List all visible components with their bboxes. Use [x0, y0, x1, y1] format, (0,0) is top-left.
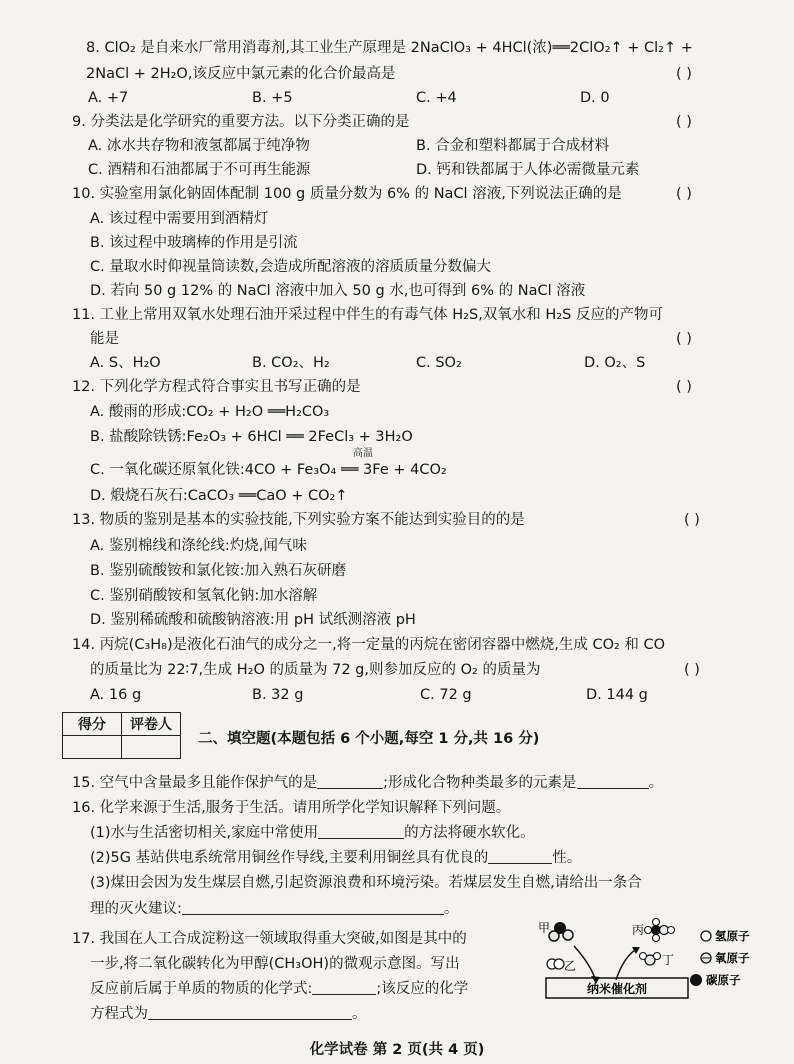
q9-option-a: A. 冰水共存物和液氢都属于纯净物 — [88, 138, 310, 154]
q8-line2: 2NaCl + 2H₂O,该反应中氯元素的化合价最高是 — [86, 66, 396, 82]
q10-option-c: C. 量取水时仰视量筒读数,会造成所配溶液的溶质质量分数偏大 — [90, 259, 491, 275]
q16-part3-text-c: 。 — [443, 901, 459, 917]
q14-line2: 的质量比为 22∶7,生成 H₂O 的质量为 72 g,则参加反应的 O₂ 的质量为 — [90, 662, 541, 678]
q8-line1: 8. ClO₂ 是自来水厂常用消毒剂,其工业生产原理是 2NaClO₃ + 4HCl(浓)══2ClO₂↑ + Cl₂↑ + — [86, 40, 693, 56]
q15-text-3: 。 — [648, 775, 664, 791]
carbon-legend-icon — [690, 974, 702, 986]
q17-line4 — [90, 1003, 367, 1025]
q16-stem: 16. 化学来源于生活,服务于生活。请用所学化学知识解释下列问题。 — [72, 800, 511, 816]
q8-option-c: C. +4 — [416, 90, 457, 106]
q11-option-c: C. SO₂ — [416, 355, 462, 371]
hydrogen-legend-label: 氢原子 — [715, 929, 750, 943]
q16-part3-blank[interactable] — [182, 900, 444, 915]
q16-part1-text-a: (1)水与生活密切相关,家庭中常使用 — [90, 825, 319, 841]
q16-part2-blank[interactable] — [488, 849, 552, 864]
q15 — [72, 772, 663, 794]
score-table — [62, 712, 181, 759]
q14-option-a: A. 16 g — [90, 687, 142, 703]
q9-stem: 9. 分类法是化学研究的重要方法。以下分类正确的是 — [72, 114, 410, 130]
label-yi: 乙 — [564, 959, 577, 973]
q14-option-b: B. 32 g — [252, 687, 304, 703]
q13-option-a: A. 鉴别棉线和涤纶线:灼烧,闻气味 — [90, 538, 307, 554]
bing-hydrogen-atom-3 — [645, 927, 652, 934]
arrow-out — [616, 948, 638, 980]
catalyst-label: 纳米催化剂 — [586, 982, 648, 996]
q16-part2-text-a: (2)5G 基站供电系统常用铜丝作导线,主要利用铜丝具有优良的 — [90, 850, 489, 866]
q11-answer-bracket[interactable]: ( ) — [676, 331, 692, 347]
q17-text-a: 反应前后属于单质的物质的化学式: — [90, 981, 313, 997]
q12-option-d: D. 煅烧石灰石:CaCO₃ ══CaO + CO₂↑ — [90, 488, 348, 504]
q12-option-c: C. 一氧化碳还原氧化铁:4CO + Fe₃O₄ ══ 3Fe + 4CO₂ — [90, 462, 447, 478]
q17-blank-formula[interactable] — [312, 980, 376, 995]
q14-answer-bracket[interactable]: ( ) — [684, 662, 700, 678]
score-cell[interactable] — [63, 736, 122, 759]
q17-text-d: 。 — [352, 1006, 367, 1022]
q8-option-b: B. +5 — [252, 90, 293, 106]
ding-hydrogen-atom-2 — [654, 953, 661, 960]
q14-option-d: D. 144 g — [586, 687, 648, 703]
q17-line2: 一步,将二氧化碳转化为甲醇(CH₃OH)的微观示意图。写出 — [90, 956, 460, 972]
q10-option-a: A. 该过程中需要用到酒精灯 — [90, 211, 269, 227]
q16-part1-text-b: 的方法将硬水软化。 — [404, 825, 535, 841]
q9-option-c: C. 酒精和石油都属于不可再生能源 — [88, 162, 311, 178]
yi-hydrogen-atom-2 — [554, 959, 564, 969]
q16-part2-text-b: 性。 — [552, 850, 582, 866]
q16-part3-text-b: 理的灭火建议: — [90, 901, 182, 917]
label-ding: 丁 — [662, 953, 675, 967]
q12-stem: 12. 下列化学方程式符合事实且书写正确的是 — [72, 379, 361, 395]
q17-text-b: ;该反应的化学 — [376, 981, 469, 997]
q17-line3 — [90, 978, 468, 1000]
q9-option-d: D. 钙和铁都属于人体必需微量元素 — [416, 162, 640, 178]
q11-line2: 能是 — [90, 331, 119, 347]
q8-answer-bracket[interactable]: ( ) — [676, 66, 692, 82]
q9-option-b: B. 合金和塑料都属于合成材料 — [416, 138, 610, 154]
q15-blank-2[interactable] — [577, 774, 649, 789]
q11-option-a: A. S、H₂O — [90, 355, 161, 371]
q11-option-b: B. CO₂、H₂ — [252, 355, 330, 371]
q12-answer-bracket[interactable]: ( ) — [676, 379, 692, 395]
q13-stem: 13. 物质的鉴别是基本的实验技能,下列实验方案不能达到实验目的的是 — [72, 512, 525, 528]
bing-hydrogen-atom-4 — [668, 927, 675, 934]
carbon-legend-label: 碳原子 — [706, 973, 741, 987]
q17-text-c: 方程式为 — [90, 1006, 148, 1022]
q16-part1 — [90, 822, 535, 844]
reaction-diagram — [538, 918, 790, 1014]
q8-option-d: D. 0 — [580, 90, 610, 106]
q16-part3-line2 — [90, 898, 458, 920]
hydrogen-legend-icon — [701, 931, 711, 941]
grader-header: 评卷人 — [122, 713, 181, 736]
jia-oxygen-atom-2 — [549, 931, 559, 941]
score-header: 得分 — [63, 713, 122, 736]
q10-stem: 10. 实验室用氯化钠固体配制 100 g 质量分数为 6% 的 NaCl 溶液,下列说法正确的是 — [72, 186, 622, 202]
q15-blank-1[interactable] — [317, 774, 383, 789]
q16-part2 — [90, 847, 581, 869]
section-title: 二、填空题(本题包括 6 个小题,每空 1 分,共 16 分) — [198, 731, 540, 747]
q11-option-d: D. O₂、S — [584, 355, 646, 371]
q16-part3-line1: (3)煤田会因为发生煤层自燃,引起资源浪费和环境污染。若煤层发生自燃,请给出一条合 — [90, 875, 642, 891]
q14-line1: 14. 丙烷(C₃H₈)是液化石油气的成分之一,将一定量的丙烷在密闭容器中燃烧,生成 CO₂ 和 CO — [72, 637, 666, 653]
q12-option-a: A. 酸雨的形成:CO₂ + H₂O ══H₂CO₃ — [90, 404, 330, 420]
q14-option-c: C. 72 g — [420, 687, 472, 703]
page-footer: 化学试卷 第 2 页(共 4 页) — [309, 1042, 485, 1058]
q8-option-a: A. +7 — [88, 90, 129, 106]
oxygen-legend-label: 氧原子 — [715, 951, 750, 965]
grader-cell[interactable] — [122, 736, 181, 759]
ding-hydrogen-atom — [640, 953, 647, 960]
q12-reaction-condition: 高温 — [353, 448, 373, 459]
q12-option-b: B. 盐酸除铁锈:Fe₂O₃ + 6HCl ══ 2FeCl₃ + 3H₂O — [90, 429, 413, 445]
jia-oxygen-atom — [563, 930, 573, 940]
q13-answer-bracket[interactable]: ( ) — [684, 512, 700, 528]
q13-option-c: C. 鉴别硝酸铵和氢氧化钠:加水溶解 — [90, 588, 318, 604]
q17-line1: 17. 我国在人工合成淀粉这一领域取得重大突破,如图是其中的 — [72, 931, 467, 947]
q15-text-1: 15. 空气中含量最多且能作保护气的是 — [72, 775, 318, 791]
label-jia: 甲 — [538, 921, 551, 935]
q15-text-2: ;形成化合物种类最多的元素是 — [383, 775, 577, 791]
reaction-diagram-svg — [538, 918, 790, 1014]
q10-answer-bracket[interactable]: ( ) — [676, 186, 692, 202]
q10-option-d: D. 若向 50 g 12% 的 NaCl 溶液中加入 50 g 水,也可得到 6% 的 NaCl 溶液 — [90, 283, 586, 299]
bing-hydrogen-atom-2 — [653, 935, 660, 942]
q13-option-d: D. 鉴别稀硫酸和硫酸钠溶液:用 pH 试纸测溶液 pH — [90, 612, 416, 628]
label-bing: 丙 — [632, 923, 645, 937]
q13-option-b: B. 鉴别硫酸铵和氯化铵:加入熟石灰研磨 — [90, 563, 347, 579]
q9-answer-bracket[interactable]: ( ) — [676, 114, 692, 130]
q16-part1-blank[interactable] — [318, 824, 404, 839]
q10-option-b: B. 该过程中玻璃棒的作用是引流 — [90, 235, 298, 251]
q11-line1: 11. 工业上常用双氧水处理石油开采过程中伴生的有毒气体 H₂S,双氧水和 H₂S 反应的产物可 — [72, 307, 663, 323]
q17-blank-equation[interactable] — [148, 1005, 352, 1020]
bing-hydrogen-atom — [653, 919, 660, 926]
